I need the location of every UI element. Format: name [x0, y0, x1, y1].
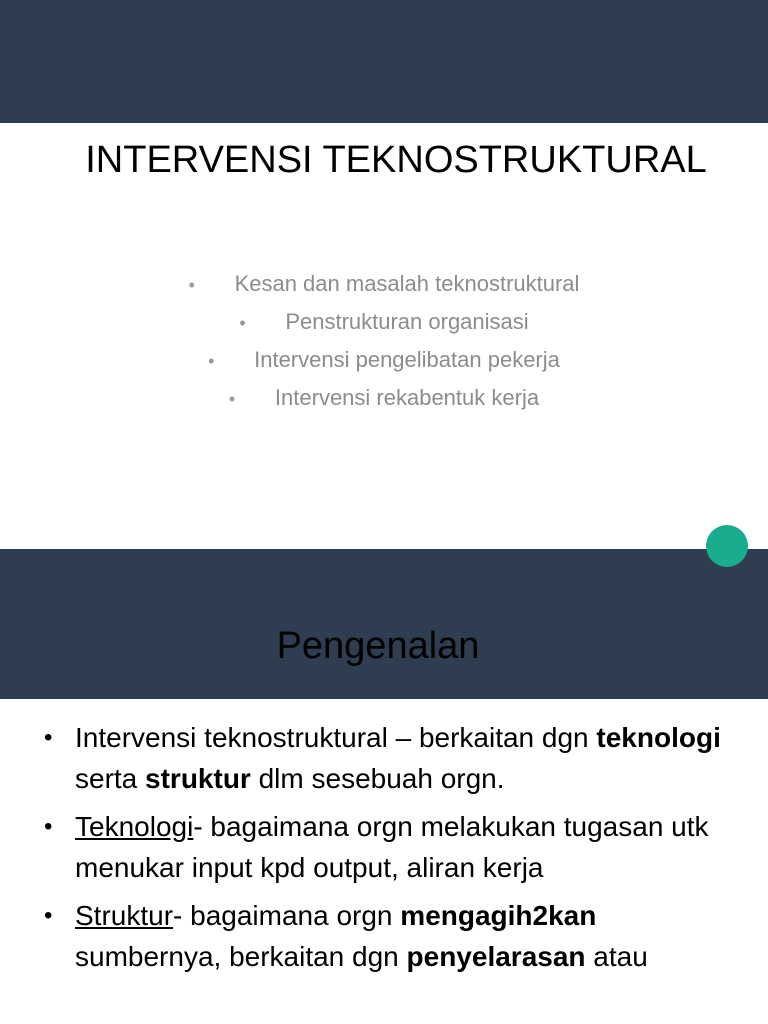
- header-band: [0, 0, 768, 123]
- bullet-icon: •: [44, 902, 53, 929]
- bullet-icon: •: [208, 351, 215, 371]
- topic-item: • Intervensi pengelibatan pekerja: [0, 343, 768, 381]
- topic-item: • Kesan dan masalah teknostruktural: [0, 267, 768, 305]
- topic-item: • Intervensi rekabentuk kerja: [0, 381, 768, 419]
- slide-2: [0, 549, 768, 1024]
- keyword: teknologi: [596, 722, 721, 753]
- header-band: [0, 549, 768, 699]
- bullet-icon: •: [44, 724, 53, 751]
- slide-title: INTERVENSI TEKNOSTRUKTURAL: [85, 139, 707, 181]
- accent-circle: [706, 525, 748, 567]
- bullet-icon: •: [44, 813, 53, 840]
- term: Struktur: [75, 900, 174, 931]
- content-item: • Intervensi teknostruktural – berkaitan dgn teknologi serta struktur dlm sesebuah orgn.: [44, 717, 734, 799]
- term: Teknologi: [75, 811, 194, 842]
- content-item: • Teknologi- bagaimana orgn melakukan tugasan utk menukar input kpd output, aliran kerja: [44, 806, 734, 888]
- keyword: mengagih2kan: [400, 900, 597, 931]
- topic-item: • Penstrukturan organisasi: [0, 305, 768, 343]
- bullet-icon: •: [239, 313, 246, 333]
- content-list: [44, 717, 734, 984]
- content-item: • Struktur- bagaimana orgn mengagih2kan sumbernya, berkaitan dgn penyelarasan atau: [44, 895, 734, 977]
- keyword: penyelarasan: [406, 941, 586, 972]
- keyword: struktur: [145, 763, 251, 794]
- bullet-icon: •: [188, 275, 195, 295]
- bullet-icon: •: [228, 389, 236, 409]
- slide-title: Pengenalan: [276, 625, 480, 667]
- topic-list: [0, 267, 768, 419]
